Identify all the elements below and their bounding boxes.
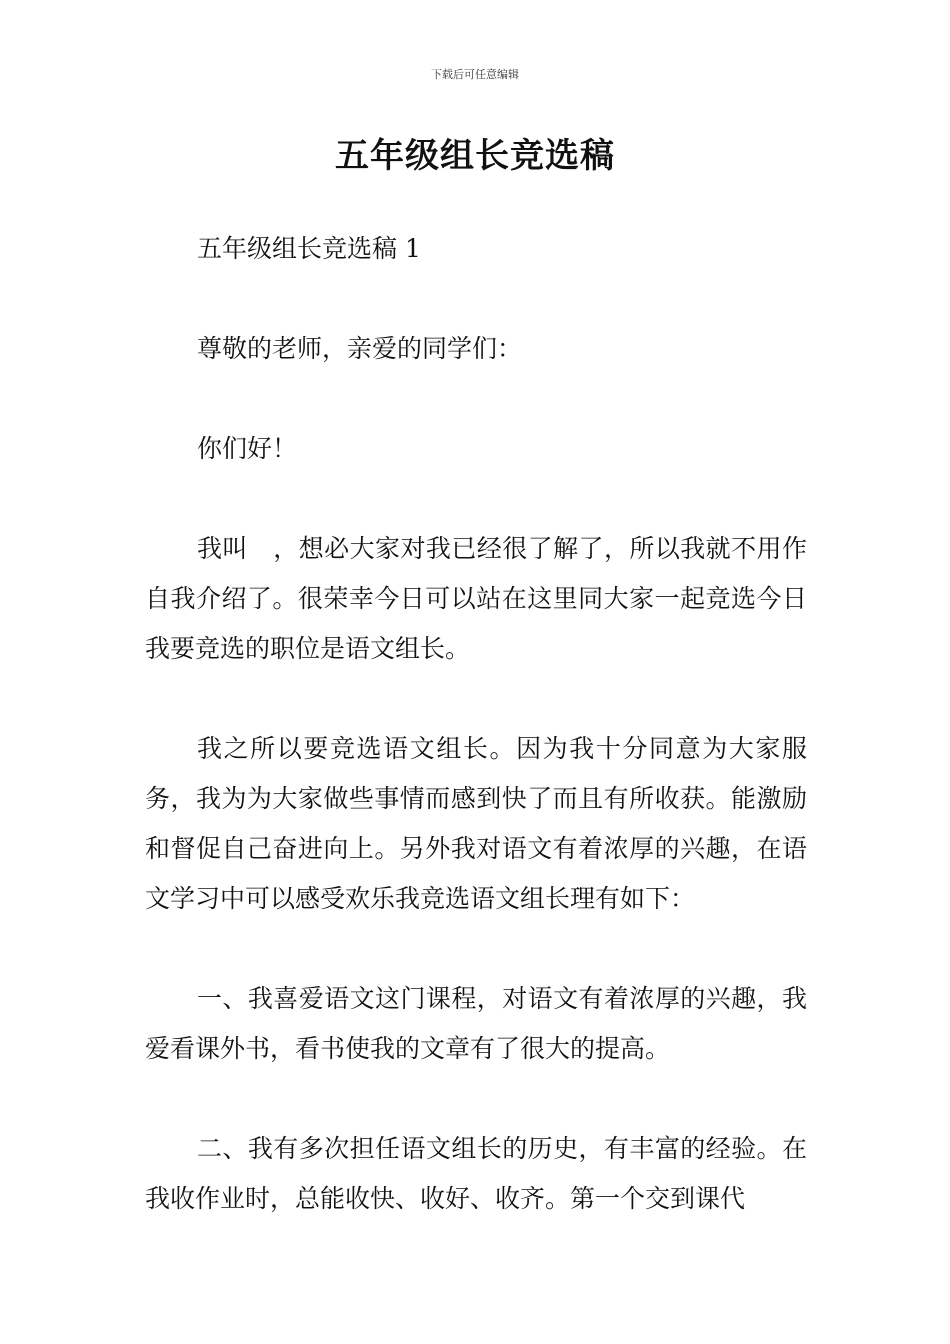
paragraph-point-two: 二、我有多次担任语文组长的历史，有丰富的经验。在我收作业时，总能收快、收好、收齐。第一个交到课代 (145, 1134, 807, 1213)
document-title: 五年级组长竞选稿 (335, 136, 615, 176)
paragraph-introduction: 我叫 ，想必大家对我已经很了解了，所以我就不用作自我介绍了。很荣幸今日可以站在这里同大家一起竞选今日我要竞选的职位是语文组长。 (145, 534, 807, 663)
greeting: 你们好！ (197, 434, 298, 463)
section-heading: 五年级组长竞选稿 1 (197, 234, 421, 263)
header-note: 下载后可任意编辑 (431, 68, 519, 81)
paragraph-point-one: 一、我喜爱语文这门课程，对语文有着浓厚的兴趣，我爱看课外书，看书使我的文章有了很大的提高。 (145, 984, 807, 1063)
salutation: 尊敬的老师，亲爱的同学们： (197, 334, 523, 363)
paragraph-reason: 我之所以要竞选语文组长。因为我十分同意为大家服务，我为为大家做些事情而感到快了而且有所收获。能激励和督促自己奋进向上。另外我对语文有着浓厚的兴趣，在语文学习中可以感受欢乐我竞选语文组长理有如下： (145, 734, 807, 913)
